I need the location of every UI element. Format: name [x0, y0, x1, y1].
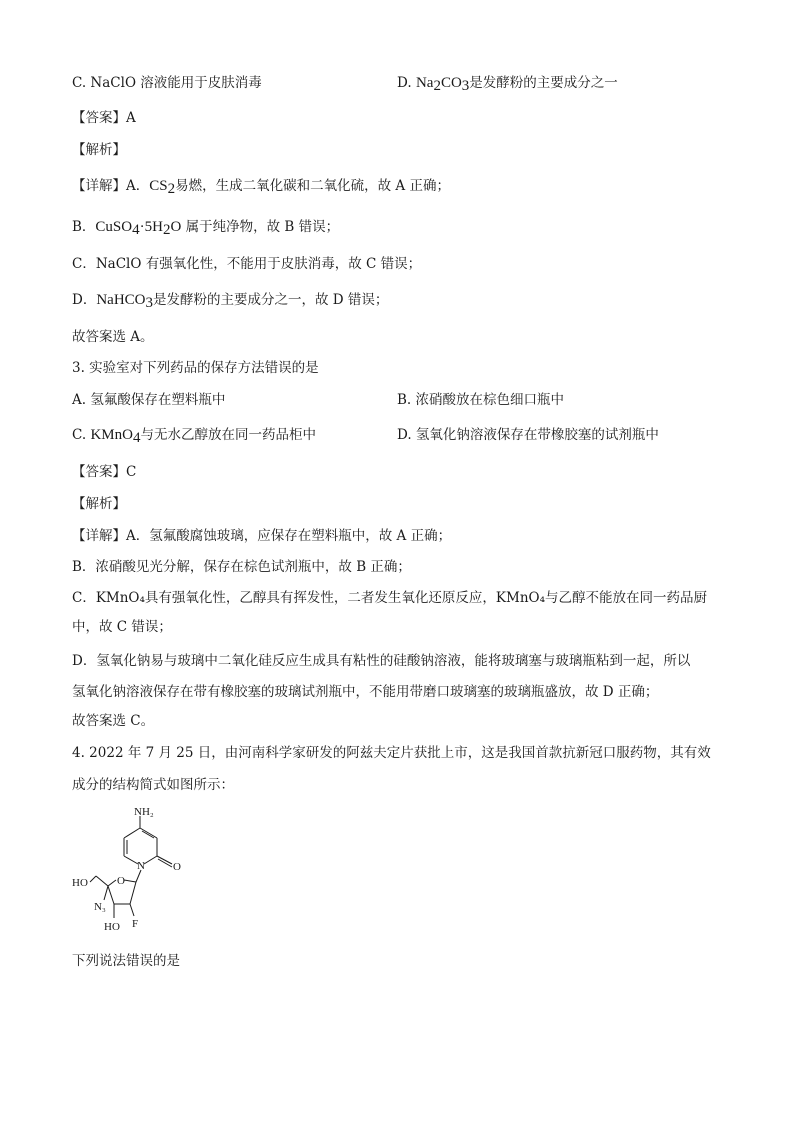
q4-question: 下列说法错误的是 [72, 953, 180, 969]
q3-detail-d-line1: D．氢氧化钠易与玻璃中二氧化硅反应生成具有粘性的硅酸钠溶液，能将玻璃塞与玻璃瓶粘到一起，所以 [72, 653, 691, 669]
q3-detail-b: B．浓硝酸见光分解，保存在棕色试剂瓶中，故 B 正确； [72, 559, 411, 575]
q3-detail-c-line2: 中，故 C 错误； [72, 619, 172, 635]
q2-answer: 【答案】A [72, 110, 136, 126]
mol-label-ho-bottom: HO [104, 921, 120, 933]
q3-option-d: D. 氢氧化钠溶液保存在带橡胶塞的试剂瓶中 [397, 427, 659, 443]
q2-conclusion: 故答案选 A。 [72, 329, 154, 345]
q4-stem-line2: 成分的结构简式如图所示： [72, 777, 234, 793]
q3-stem: 3. 实验室对下列药品的保存方法错误的是 [72, 360, 319, 376]
q3-option-a: A. 氢氟酸保存在塑料瓶中 [72, 392, 226, 408]
q2-detail-d: D．NaHCO$_3$是发酵粉的主要成分之一，故 D 错误； [72, 292, 389, 311]
mol-label-ring-o: O [117, 875, 125, 887]
q2-detail-b: B．$CuSO_4\cdot 5H_2O$ 属于纯净物，故 B 错误； [72, 219, 340, 238]
q3-conclusion: 故答案选 C。 [72, 713, 155, 729]
q3-detail-c-line1: C．KMnO₄具有强氧化性，乙醇具有挥发性，二者发生氧化还原反应，KMnO₄与乙醇不能放在同一药品厨 [72, 590, 707, 606]
azvudine-structure-diagram [68, 806, 208, 946]
mol-label-nh2: NH₂ [134, 806, 154, 818]
mol-label-ho-top: HO [72, 877, 88, 889]
mol-label-carbonyl-o: O [173, 861, 181, 873]
q2-detail-c: C．NaClO 有强氧化性，不能用于皮肤消毒，故 C 错误； [72, 256, 422, 272]
q3-option-b: B. 浓硝酸放在棕色细口瓶中 [397, 392, 565, 408]
q3-answer: 【答案】C [72, 464, 137, 480]
q2-option-c: C. NaClO 溶液能用于皮肤消毒 [72, 75, 262, 91]
q2-detail-a: 【详解】A．$CS_2$易燃，生成二氧化碳和二氧化硫，故 A 正确； [72, 178, 450, 197]
q3-option-c: C. KMnO$_4$与无水乙醇放在同一药品柜中 [72, 427, 316, 446]
q3-analysis-heading: 【解析】 [72, 496, 126, 512]
q2-option-d: D. $Na_2CO_3$是发酵粉的主要成分之一 [397, 75, 618, 94]
mol-label-n: N [137, 860, 145, 872]
q3-detail-d-line2: 氢氧化钠溶液保存在带有橡胶塞的玻璃试剂瓶中，不能用带磨口玻璃塞的玻璃瓶盛放，故 D 正确； [72, 684, 659, 700]
q4-stem-line1: 4. 2022 年 7 月 25 日，由河南科学家研发的阿兹夫定片获批上市，这是我国首款抗新冠口服药物，其有效 [72, 745, 711, 761]
q2-analysis-heading: 【解析】 [72, 142, 126, 158]
mol-label-f: F [132, 918, 139, 930]
q3-detail-a: 【详解】A．氢氟酸腐蚀玻璃，应保存在塑料瓶中，故 A 正确； [72, 528, 452, 544]
mol-label-n3: N₃ [94, 901, 106, 913]
